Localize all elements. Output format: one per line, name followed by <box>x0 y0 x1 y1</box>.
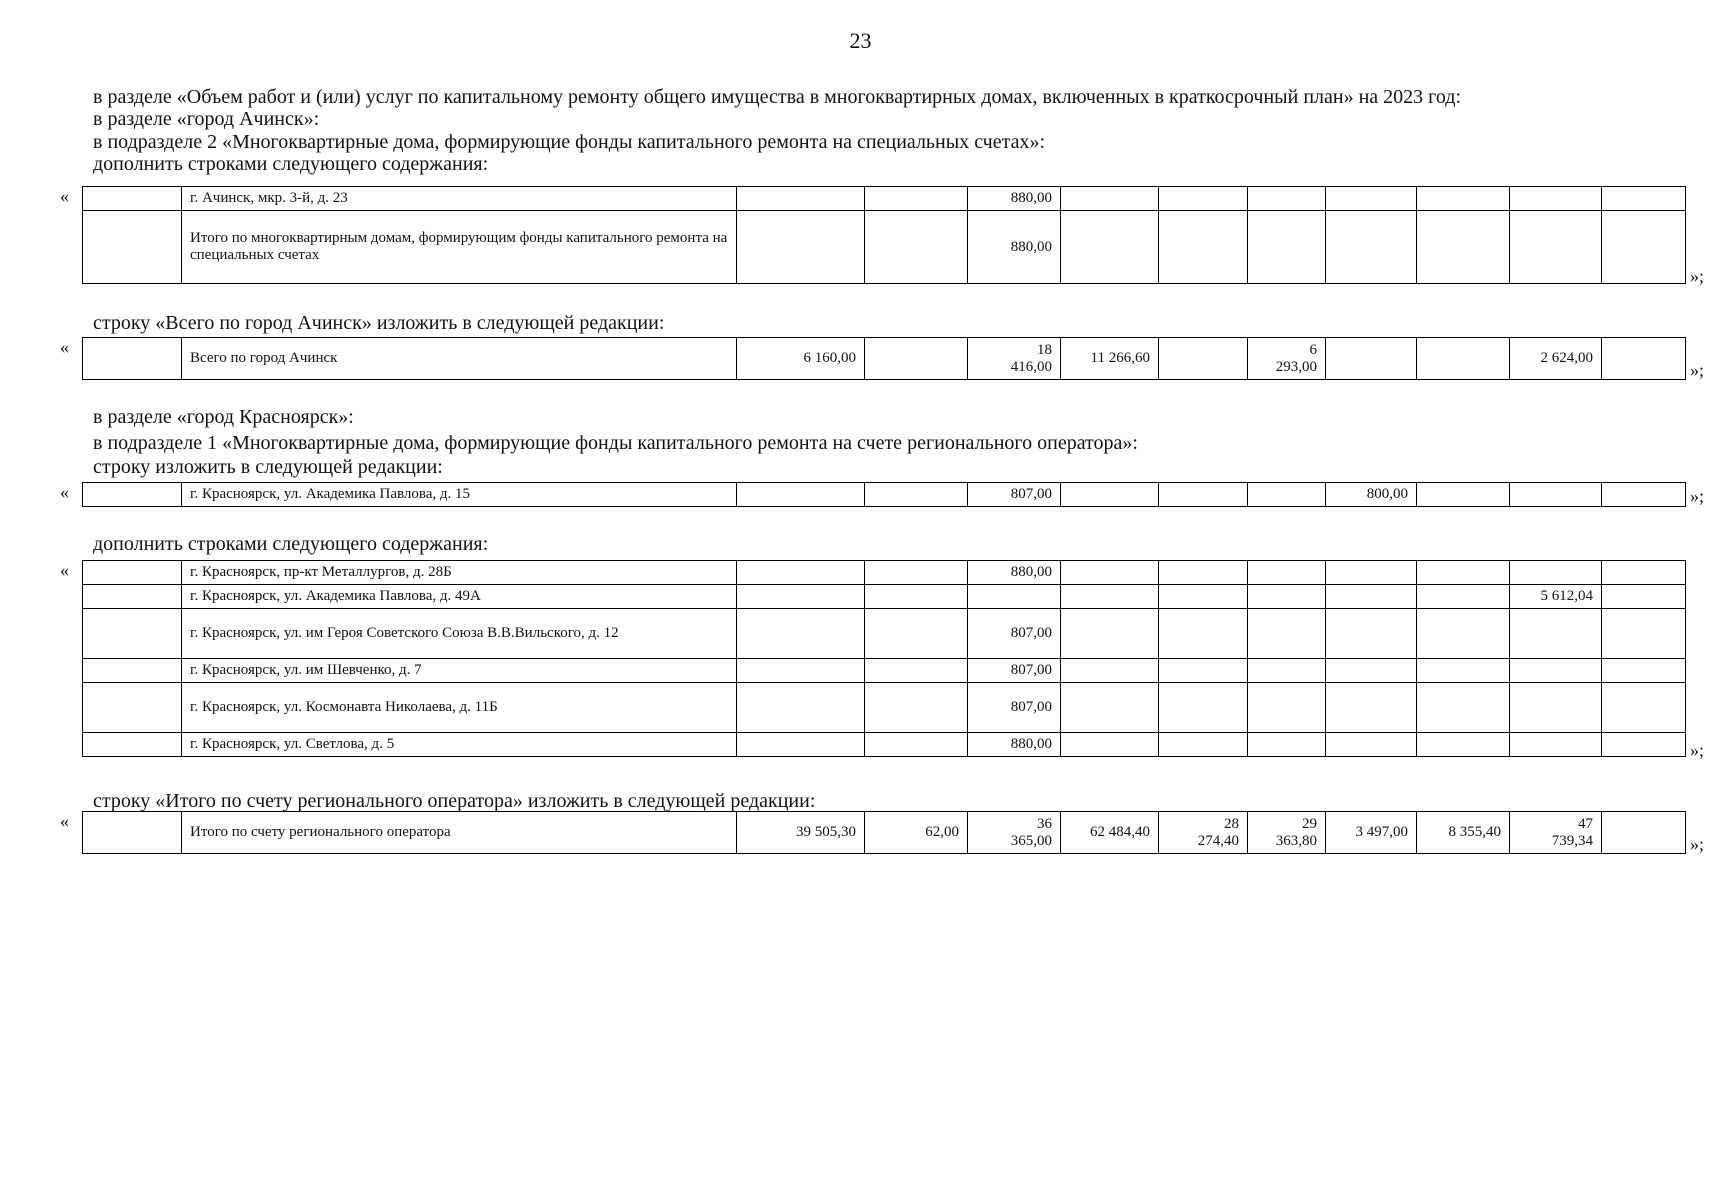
table-row <box>83 733 1686 757</box>
table-row <box>83 338 1686 380</box>
instruction-achinsk-total: строку «Всего по город Ачинск» изложить в следующей редакции: <box>93 312 665 334</box>
intro-line-4: дополнить строками следующего содержания: <box>93 153 489 175</box>
value-cell: 3 497,00 <box>1326 812 1417 854</box>
table-row <box>83 211 1686 284</box>
table-row <box>83 683 1686 733</box>
close-quote: »; <box>1690 486 1705 506</box>
table-row <box>83 187 1686 211</box>
address-cell: г. Красноярск, ул. Космонавта Николаева, д. 11Б <box>182 683 737 733</box>
value-cell: 62,00 <box>865 812 968 854</box>
value-cell: 880,00 <box>968 561 1061 585</box>
value-cell <box>1510 659 1602 683</box>
subsection-krasnoyarsk: в подразделе 1 «Многоквартирные дома, формирующие фонды капитального ремонта на счете регионального оператора»: <box>93 432 1138 454</box>
value-cell: 39 505,30 <box>737 812 865 854</box>
table-row <box>83 812 1686 854</box>
value-cell: 2 624,00 <box>1510 338 1602 380</box>
table-krasnoyarsk-replace <box>82 482 1686 507</box>
total-label-cell: Итого по счету регионального оператора <box>182 812 737 854</box>
value-cell <box>1510 561 1602 585</box>
value-cell: 36 365,00 <box>968 812 1061 854</box>
value-cell: 807,00 <box>968 659 1061 683</box>
value-cell: 807,00 <box>968 609 1061 659</box>
value-cell: 6 160,00 <box>737 338 865 380</box>
close-quote: »; <box>1690 360 1705 380</box>
value-cell: 807,00 <box>968 483 1061 507</box>
instruction-regional-total: строку «Итого по счету регионального оператора» изложить в следующей редакции: <box>93 790 816 812</box>
intro-line-1: в разделе «Объем работ и (или) услуг по капитальному ремонту общего имущества в многоквартирных домах, включенных в краткосрочный план» на 2023 год: <box>93 86 1462 108</box>
open-quote: « <box>60 186 69 206</box>
value-cell: 18 416,00 <box>968 338 1061 380</box>
intro-line-2: в разделе «город Ачинск»: <box>93 108 320 130</box>
open-quote: « <box>60 811 69 831</box>
address-cell: г. Красноярск, ул. им Шевченко, д. 7 <box>182 659 737 683</box>
value-cell: 880,00 <box>968 187 1061 211</box>
value-cell: 11 266,60 <box>1061 338 1159 380</box>
value-cell: 5 612,04 <box>1510 585 1602 609</box>
intro-line-3: в подразделе 2 «Многоквартирные дома, формирующие фонды капитального ремонта на специальных счетах»: <box>93 131 1046 153</box>
table-row <box>83 561 1686 585</box>
table-achinsk-total <box>82 337 1686 380</box>
table-row <box>83 659 1686 683</box>
table-row <box>83 483 1686 507</box>
address-cell: г. Ачинск, мкр. 3-й, д. 23 <box>182 187 737 211</box>
table-achinsk-add <box>82 186 1686 284</box>
total-label-cell: Итого по многоквартирным домам, формирующим фонды капитального ремонта на специальных счетах <box>182 211 737 284</box>
section-krasnoyarsk: в разделе «город Красноярск»: <box>93 406 354 428</box>
value-cell <box>968 585 1061 609</box>
address-cell: г. Красноярск, ул. Академика Павлова, д. 49А <box>182 585 737 609</box>
value-cell: 62 484,40 <box>1061 812 1159 854</box>
value-cell: 880,00 <box>968 733 1061 757</box>
close-quote: »; <box>1690 740 1705 760</box>
address-cell: г. Красноярск, ул. Академика Павлова, д. 15 <box>182 483 737 507</box>
open-quote: « <box>60 482 69 502</box>
value-cell: 29 363,80 <box>1248 812 1326 854</box>
address-cell: г. Красноярск, пр-кт Металлургов, д. 28Б <box>182 561 737 585</box>
instruction-add-rows: дополнить строками следующего содержания: <box>93 533 489 555</box>
value-cell: 6 293,00 <box>1248 338 1326 380</box>
table-row <box>83 585 1686 609</box>
value-cell <box>1510 609 1602 659</box>
value-cell: 8 355,40 <box>1417 812 1510 854</box>
value-cell: 28 274,40 <box>1159 812 1248 854</box>
value-cell <box>1510 733 1602 757</box>
table-regional-total <box>82 811 1686 854</box>
close-quote: »; <box>1690 266 1705 286</box>
page-number: 23 <box>849 28 872 53</box>
close-quote: »; <box>1690 834 1705 854</box>
value-cell: 880,00 <box>968 211 1061 284</box>
value-cell: 800,00 <box>1326 483 1417 507</box>
open-quote: « <box>60 560 69 580</box>
instruction-replace-row: строку изложить в следующей редакции: <box>93 456 443 478</box>
table-row <box>83 609 1686 659</box>
table-krasnoyarsk-add <box>82 560 1686 757</box>
address-cell: г. Красноярск, ул. им Героя Советского Союза В.В.Вильского, д. 12 <box>182 609 737 659</box>
value-cell <box>1510 683 1602 733</box>
open-quote: « <box>60 337 69 357</box>
total-label-cell: Всего по город Ачинск <box>182 338 737 380</box>
value-cell: 47 739,34 <box>1510 812 1602 854</box>
address-cell: г. Красноярск, ул. Светлова, д. 5 <box>182 733 737 757</box>
value-cell: 807,00 <box>968 683 1061 733</box>
